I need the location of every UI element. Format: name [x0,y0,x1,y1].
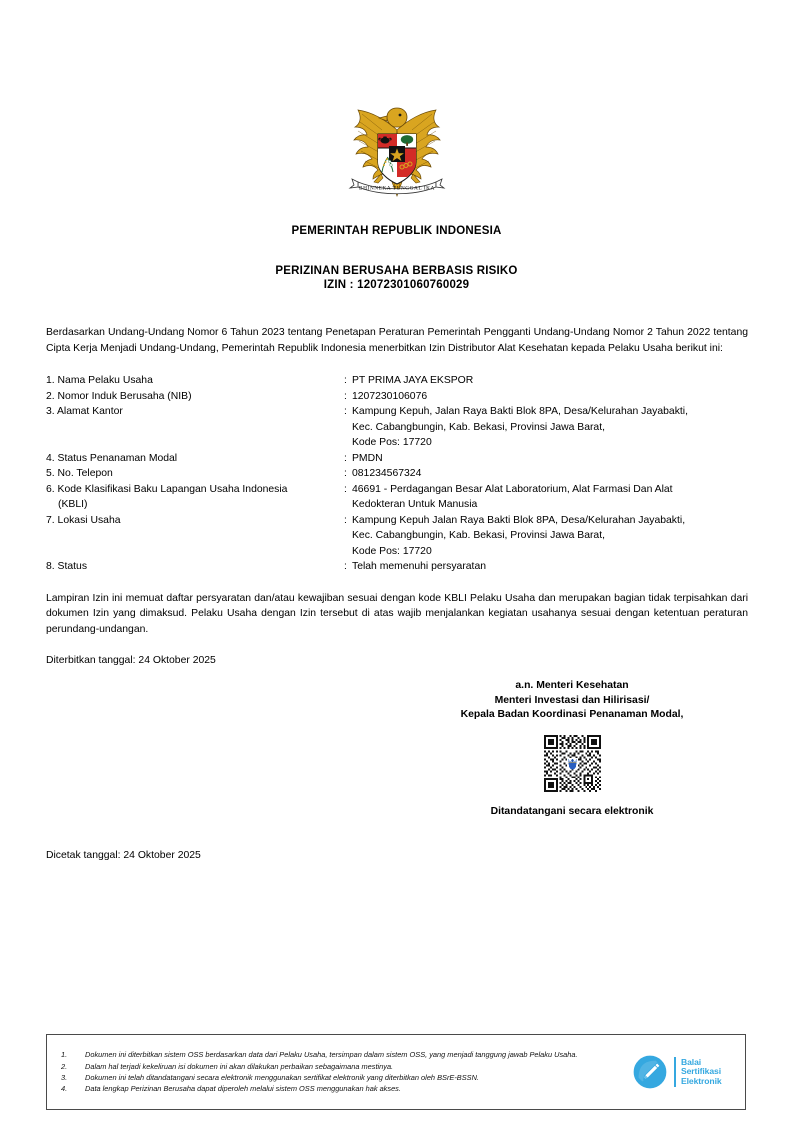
detail-value [352,389,748,405]
detail-row [46,373,748,389]
detail-label-text: 1. Nama Pelaku Usaha [46,375,153,386]
bsre-logo-line-2: Sertifikasi [681,1066,721,1077]
svg-text:BHINNEKA TUNGGAL IKA: BHINNEKA TUNGGAL IKA [358,185,435,192]
detail-colon: : [344,375,347,386]
signatory-line-2: Menteri Investasi dan Hilirisasi/ [494,694,650,706]
garuda-pancasila-emblem [338,96,456,200]
detail-colon: : [344,483,347,495]
emblem-container [0,96,793,200]
footer-note-item: Dokumen ini telah ditandatangani secara elektronik menggunakan sertifikat elektronik yang diterbitkan oleh BSrE-BSSN. [85,1073,479,1082]
detail-colon: : [344,406,347,417]
detail-label [46,389,344,405]
detail-label [46,513,344,560]
signatory-line-3: Kepala Badan Koordinasi Penanaman Modal, [460,709,684,720]
bsre-logo [631,1053,745,1091]
detail-label [46,451,344,467]
detail-label-text: 4. Status Penanaman Modal [46,452,178,464]
detail-value-line: 46691 - Perdagangan Besar Alat Laboratorium, Alat Farmasi Dan Alat [352,483,673,495]
detail-value [352,559,748,575]
footer-notes-list [47,1044,631,1100]
country-heading: PEMERINTAH REPUBLIK INDONESIA [291,225,502,237]
detail-value [352,373,748,389]
detail-value [352,466,748,482]
document-body [46,325,748,669]
qr-container [396,735,748,792]
detail-value-line: Kampung Kepuh, Jalan Raya Bakti Blok 8PA, Desa/Kelurahan Jayabakti, [352,406,688,417]
logo-divider [674,1057,676,1087]
detail-label [46,404,344,451]
detail-label-text: 6. Kode Klasifikasi Baku Lapangan Usaha Indonesia [46,483,288,495]
detail-label-text: 3. Alamat Kantor [46,406,123,417]
detail-colon: : [344,514,347,526]
signatory-line-1: a.n. Menteri Kesehatan [515,680,629,691]
detail-value [352,513,748,560]
printed-date: Dicetak tanggal: 24 Oktober 2025 [46,850,201,861]
detail-value-line: PT PRIMA JAYA EKSPOR [352,375,474,386]
detail-label-text: 8. Status [46,561,88,572]
bsre-logo-text [681,1058,722,1087]
detail-value [352,451,748,467]
detail-label [46,559,344,575]
electronic-signature-note: Ditandatangani secara elektronik [490,805,654,817]
detail-label [46,466,344,482]
detail-label [46,373,344,389]
document-headings [0,225,793,291]
pancasila-shield [378,134,416,184]
footer-note-item: Data lengkap Perizinan Berusaha dapat diperoleh melalui sistem OSS menggunakan hak akses. [85,1084,401,1094]
preamble-paragraph: Berdasarkan Undang-Undang Nomor 6 Tahun 2023 tentang Penetapan Peraturan Pemerintah Pengganti Undang-Undang Nomor 2 Tahun 2022 tentang Cipta Kerja Menjadi Undang-Undang, Pemerintah Republik Indonesia menerbitkan Izin Distributor Alat Kesehatan kepada Pelaku Usaha berikut ini: [46,327,748,354]
document-title: PERIZINAN BERUSAHA BERBASIS RISIKO [275,265,518,277]
detail-row [46,404,748,451]
bsre-logo-line-1: Balai [681,1056,702,1067]
signature-qr-code[interactable] [544,735,601,792]
detail-label-text: 2. Nomor Induk Berusaha (NIB) [46,390,192,402]
detail-row [46,451,748,467]
closing-paragraph: Lampiran Izin ini memuat daftar persyaratan dan/atau kewajiban sesuai dengan kode KBLI Pelaku Usaha dan merupakan bagian tidak terpisahkan dari dokumen Izin yang dimaksud. Pelaku Usaha dengan Izin tersebut di atas wajib menjalankan kegiatan usahanya sesuai dengan ketentuan peraturan perundang-undangan. [46,592,748,635]
detail-label [46,482,344,513]
detail-row [46,482,748,513]
detail-value-line: 081234567324 [352,468,422,479]
detail-value [352,404,748,451]
detail-row [46,466,748,482]
detail-value-line: Kec. Cabangbungin, Kab. Bekasi, Provinsi Jawa Barat, [352,421,605,433]
detail-value-line: Kedokteran Untuk Manusia [352,499,478,510]
detail-row [46,559,748,575]
business-details-table [46,373,748,575]
footer-note-item: Dalam hal terjadi kekeliruan isi dokumen ini akan dilakukan perbaikan sebagaimana mestinya. [85,1061,394,1071]
bsre-seal-icon [631,1053,669,1091]
bsre-logo-line-3: Elektronik [681,1075,722,1086]
garuda-head [387,108,407,127]
footer-note-item: Dokumen ini diterbitkan sistem OSS berdasarkan data dari Pelaku Usaha, tersimpan dalam sistem OSS, yang menjadi tanggung jawab Pelaku Usaha. [85,1050,578,1060]
signature-block [396,679,748,817]
detail-colon: : [344,468,347,479]
detail-value-line: Kampung Kepuh Jalan Raya Bakti Blok 8PA, Desa/Kelurahan Jayabakti, [352,514,686,526]
footer-disclaimer-box [46,1034,746,1110]
issued-date: Diterbitkan tanggal: 24 Oktober 2025 [46,655,216,666]
detail-value-line: Kec. Cabangbungin, Kab. Bekasi, Provinsi Jawa Barat, [352,530,605,541]
detail-value-line: Telah memenuhi persyaratan [352,561,486,572]
detail-value-line: PMDN [352,452,383,464]
detail-label-continued: (KBLI) [58,499,88,510]
detail-colon: : [344,452,347,464]
detail-value [352,482,748,513]
detail-value-line: Kode Pos: 17720 [352,545,432,557]
detail-colon: : [344,390,347,402]
detail-row [46,389,748,405]
detail-label-text: 7. Lokasi Usaha [46,514,121,526]
detail-colon: : [344,561,347,572]
permit-number-heading: IZIN : 12072301060760029 [323,279,470,291]
detail-label-text: 5. No. Telepon [46,468,113,479]
detail-value-line: 1207230106076 [352,390,428,402]
detail-value-line: Kode Pos: 17720 [352,437,432,448]
detail-row [46,513,748,560]
